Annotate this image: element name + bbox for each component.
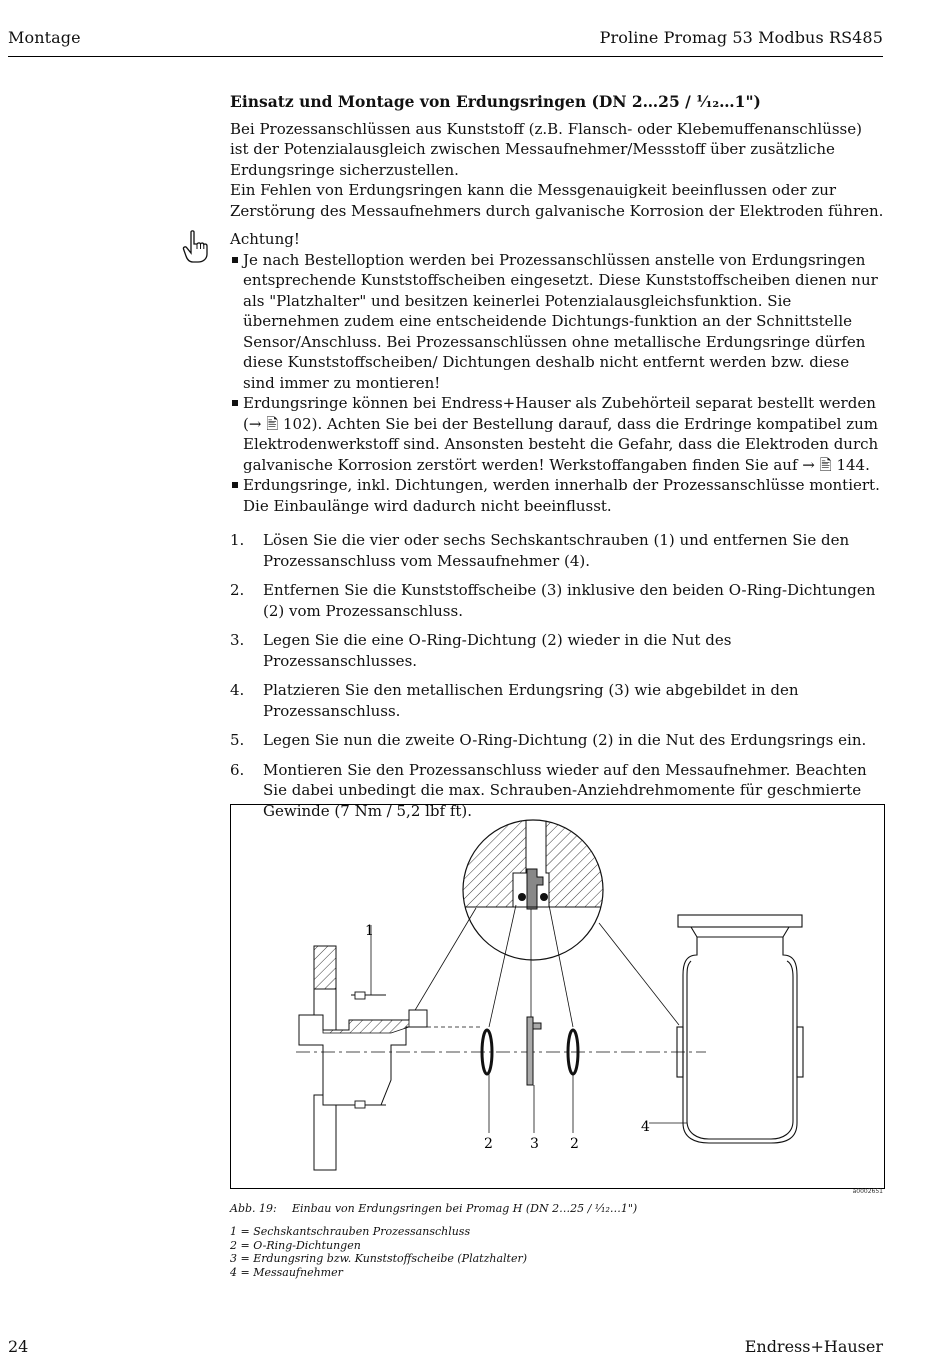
warning-paragraph: Ein Fehlen von Erdungsringen kann die Messgenauigkeit beeinflussen oder zur Zerstörung des Messaufnehmers durch galvanische Korrosion der Elektroden führen. <box>230 181 884 220</box>
footer-brand: Endress+Hauser <box>744 1337 883 1356</box>
callout-4: 4 <box>641 1119 650 1135</box>
sensor-body <box>677 915 803 1143</box>
step-number: 6. <box>230 760 245 779</box>
callout-2-left: 2 <box>484 1136 493 1152</box>
step-number: 4. <box>230 681 245 699</box>
step-item <box>230 580 885 621</box>
callout-3: 3 <box>530 1136 539 1152</box>
caution-item: Je nach Bestelloption werden bei Prozessanschlüssen anstelle von Erdungsringen entsprechende Kunststoffscheiben eingesetzt. Diese Kunststoffscheiben dienen nur als "Platzhalter" und besitzen keinerlei Potenzialausgleichsfunktion. Sie übernehmen zudem eine entscheidende Dichtungs-funktion an der Schnittstelle Sensor/Anschluss. Bei Prozessanschlüssen ohne metallische Erdungsringe dürfen diese Kunststoffscheiben/ Dichtungen deshalb nicht entfernt werden bzw. diese sind immer zu montieren! <box>230 250 885 394</box>
callout-1: 1 <box>365 923 374 939</box>
figure-code: a0002651 <box>852 1188 883 1195</box>
detail-magnifier <box>456 805 611 960</box>
section-heading: Einsatz und Montage von Erdungsringen (DN 2…25 / ¹⁄₁₂…1") <box>230 92 761 111</box>
step-text: Platzieren Sie den metallischen Erdungsring (3) wie abgebildet in den Prozessanschluss. <box>263 681 799 720</box>
step-list <box>230 530 885 821</box>
step-number: 3. <box>230 631 245 649</box>
step-number: 5. <box>230 731 245 749</box>
legend-item: 4 = Messaufnehmer <box>230 1265 343 1279</box>
step-text: Montieren Sie den Prozessanschluss wieder auf den Messaufnehmer. Beachten Sie dabei unbedingt die max. Schrauben-Anziehdrehmomente für geschmierte Gewinde (7 Nm / 5,2 lbf ft). <box>263 760 867 820</box>
figure-caption <box>230 1202 637 1215</box>
page-number: 24 <box>8 1337 29 1356</box>
caution-block <box>230 229 885 516</box>
figure-legend <box>230 1225 527 1279</box>
legend-item: 1 = Sechskantschrauben Prozessanschluss <box>230 1225 471 1238</box>
step-item <box>230 630 885 671</box>
running-header-section: Montage <box>8 28 81 47</box>
grounding-ring <box>527 1017 541 1085</box>
legend-item: 3 = Erdungsring bzw. Kunststoffscheibe (Platzhalter) <box>230 1252 528 1265</box>
step-item <box>230 680 885 721</box>
pointing-hand-icon <box>182 230 208 264</box>
caution-item: Erdungsringe, inkl. Dichtungen, werden innerhalb der Prozessanschlüsse montiert. Die Einbaulänge wird dadurch nicht beeinflusst. <box>230 475 885 516</box>
intro-paragraph: Bei Prozessanschlüssen aus Kunststoff (z.B. Flansch- oder Klebemuffenanschlüsse) ist der Potenzialausgleich zwischen Messaufnehmer/Messstoff über zusätzliche Erdungsringe sicherzustellen. <box>230 119 862 179</box>
step-text: Lösen Sie die vier oder sechs Sechskantschrauben (1) und entfernen Sie den Prozessanschluss vom Messaufnehmer (4). <box>263 531 850 570</box>
step-item <box>230 530 885 571</box>
running-header-product: Proline Promag 53 Modbus RS485 <box>599 28 883 47</box>
main-content <box>230 92 885 830</box>
caution-item: Erdungsringe können bei Endress+Hauser als Zubehörteil separat bestellt werden (→ 🖹 102). Achten Sie bei der Bestellung darauf, dass die Erdringe kompatibel zum Elektrodenwerkstoff sind. Ansonsten besteht die Gefahr, dass die Elektroden durch galvanische Korrosion zerstört werden! Werkstoffangaben finden Sie auf → 🖹 144. <box>230 393 885 475</box>
header-rule <box>8 56 883 57</box>
legend-item: 2 = O-Ring-Dichtungen <box>230 1238 361 1252</box>
assembly-drawing <box>231 805 884 1188</box>
o-ring-left <box>482 1030 492 1074</box>
assembly-figure <box>230 804 885 1189</box>
caption-text: Einbau von Erdungsringen bei Promag H (DN 2…25 / ¹⁄₁₂…1") <box>292 1202 638 1215</box>
step-item <box>230 730 885 751</box>
step-text: Legen Sie die eine O-Ring-Dichtung (2) wieder in die Nut des Prozessanschlusses. <box>263 631 732 670</box>
caution-title: Achtung! <box>230 230 300 248</box>
step-number: 2. <box>230 581 245 599</box>
step-text: Legen Sie nun die zweite O-Ring-Dichtung (2) in die Nut des Erdungsrings ein. <box>263 731 867 749</box>
step-number: 1. <box>230 531 245 549</box>
callout-2-right: 2 <box>570 1136 579 1152</box>
caption-label: Abb. 19: <box>230 1202 277 1215</box>
caution-list <box>230 250 885 517</box>
process-connection <box>299 925 427 1170</box>
step-text: Entfernen Sie die Kunststoffscheibe (3) inklusive den beiden O-Ring-Dichtungen (2) vom Prozessanschluss. <box>263 581 876 620</box>
